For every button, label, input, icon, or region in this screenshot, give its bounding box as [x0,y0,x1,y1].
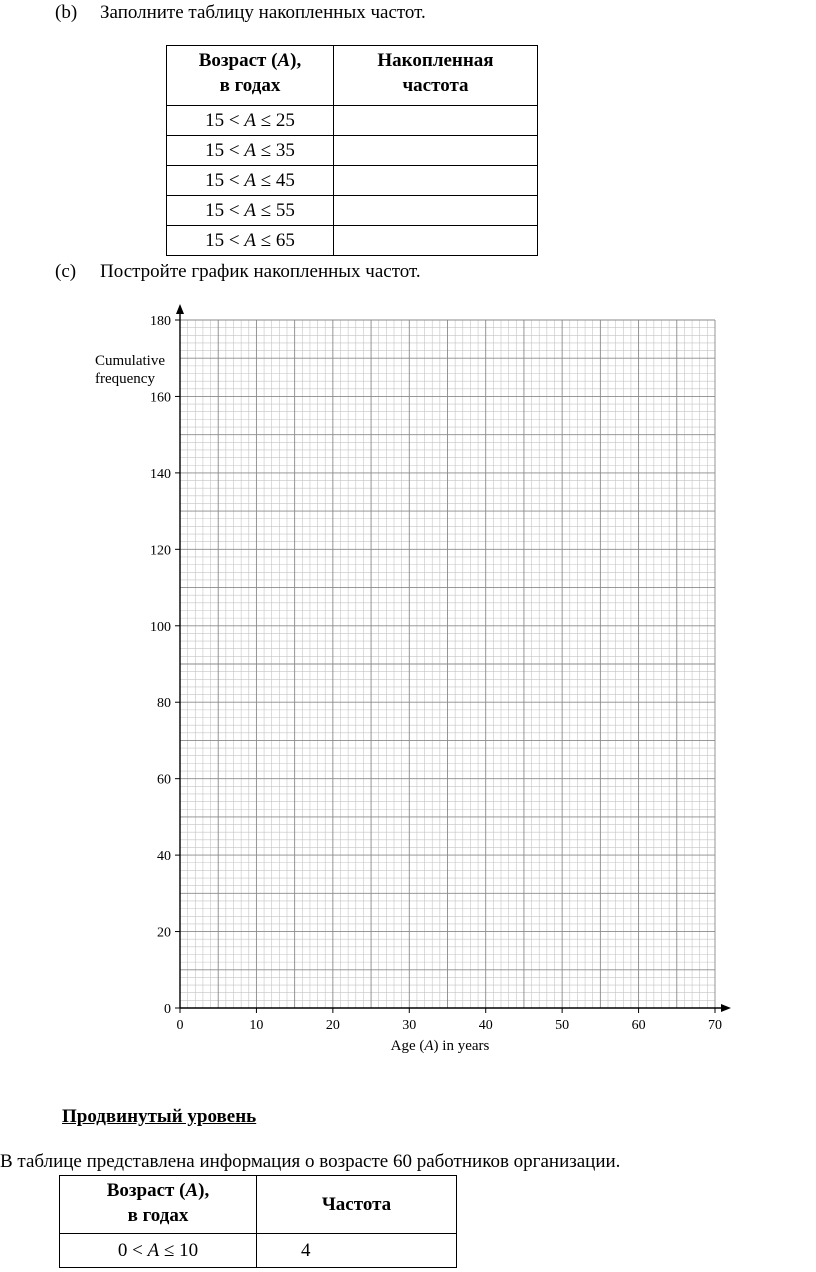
y-tick-label: 160 [150,390,171,406]
y-tick-labels [150,314,171,1017]
cumulative-frequency-cell[interactable] [334,226,538,256]
age-interval-cell: 15 < A ≤ 25 [167,106,334,136]
cumulative-frequency-cell[interactable] [334,196,538,226]
cumulative-frequency-graph[interactable] [0,295,816,1065]
age-interval-cell: 15 < A ≤ 45 [167,166,334,196]
part-c-instruction: Постройте график накопленных частот. [100,261,421,282]
y-tick-label: 60 [157,772,171,788]
x-axis-label: Age (A) in years [390,1038,490,1054]
x-axis-arrow [721,1004,731,1012]
y-axis-label-line1: Cumulative [95,353,165,369]
y-tick-label: 100 [150,619,171,635]
y-axis-label-line2: frequency [95,371,155,387]
y-tick-label: 40 [157,849,171,865]
x-tick-label: 0 [176,1018,184,1033]
y-axis-arrow [176,304,184,314]
cumulative-frequency-cell[interactable] [334,166,538,196]
y-tick-label: 20 [157,925,171,941]
x-tick-label: 70 [708,1018,722,1033]
age-interval-cell: 15 < A ≤ 55 [167,196,334,226]
part-c-label: (c) [55,261,77,282]
age-interval-cell: 15 < A ≤ 35 [167,136,334,166]
frequency-cell: 4 [257,1234,457,1268]
age-interval-cell: 15 < A ≤ 65 [167,226,334,256]
x-tick-label: 10 [249,1018,264,1033]
x-tick-label: 20 [325,1018,340,1033]
header-age: Возраст (A), в годах [60,1176,257,1234]
age-interval-cell: 0 < A ≤ 10 [60,1234,257,1268]
major-gridlines [180,320,715,1008]
x-tick-label: 40 [478,1018,493,1033]
cumulative-frequency-table [166,45,538,256]
x-tick-labels [177,1018,723,1033]
x-tick-label: 60 [631,1018,646,1033]
y-tick-label: 120 [150,543,171,559]
y-tick-label: 140 [150,466,171,482]
header-cumulative-frequency: Накопленная частота [334,46,538,106]
frequency-table [59,1175,457,1268]
advanced-intro: В таблице представлена информация о возрасте 60 работников организации. [0,1151,621,1172]
part-b-instruction: Заполните таблицу накопленных частот. [100,2,426,23]
cumulative-frequency-cell[interactable] [334,136,538,166]
cumulative-frequency-cell[interactable] [334,106,538,136]
y-tick-label: 80 [157,696,171,712]
advanced-heading: Продвинутый уровень [62,1106,257,1127]
x-tick-label: 30 [402,1018,417,1033]
part-b-label: (b) [55,2,78,23]
header-age: Возраст (A), в годах [167,46,334,106]
y-tick-label: 180 [150,314,171,329]
axes [175,304,731,1013]
x-tick-label: 50 [555,1018,570,1033]
y-tick-label: 0 [164,1002,171,1017]
header-frequency: Частота [257,1176,457,1234]
